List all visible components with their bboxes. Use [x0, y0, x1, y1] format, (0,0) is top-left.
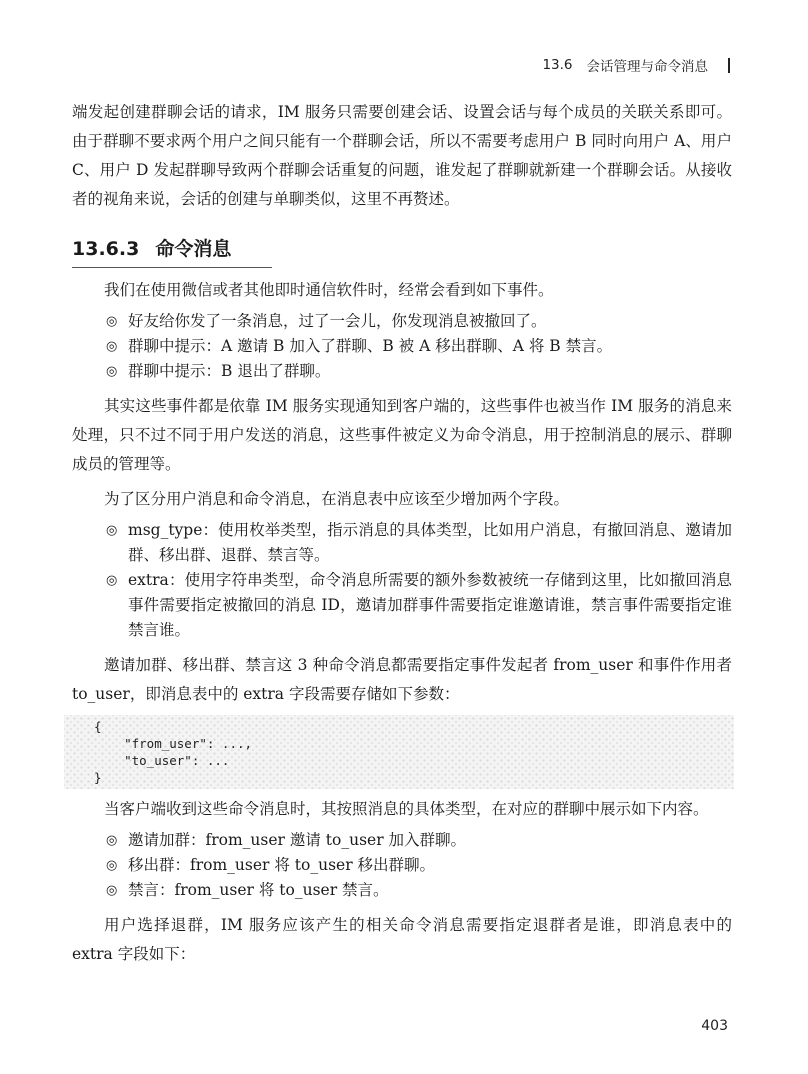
running-header-title: 会话管理与命令消息 — [586, 59, 708, 75]
list-item: ◎ 群聊中提示：A 邀请 B 加入了群聊、B 被 A 移出群聊、A 将 B 禁言。 — [106, 334, 732, 359]
code-block — [64, 715, 734, 789]
events-list — [72, 309, 732, 384]
section-title: 命令消息 — [155, 238, 232, 260]
paragraph-extra-params: 邀请加群、移出群、禁言这 3 种命令消息都需要指定事件发起者 from_user 和事件作用者 to_user，即消息表中的 extra 字段需要存储如下参数： — [72, 656, 732, 703]
page-content — [72, 98, 732, 969]
section-heading — [72, 234, 272, 268]
bullet-circle-icon: ◎ — [106, 364, 118, 379]
running-header — [542, 55, 730, 75]
paragraph-fields-intro: 为了区分用户消息和命令消息，在消息表中应该至少增加两个字段。 — [104, 490, 570, 508]
paragraph-quit-group: 用户选择退群，IM 服务应该产生的相关命令消息需要指定退群者是谁，即消息表中的 extra 字段如下： — [72, 916, 732, 963]
paragraph-intro: 端发起创建群聊会话的请求，IM 服务只需要创建会话、设置会话与每个成员的关联关系即可。由于群聊不要求两个用户之间只能有一个群聊会话，所以不需要考虑用户 B 同时向用户 A、用户 C、用户 D 发起群聊导致两个群聊会话重复的问题，谁发起了群聊就新建一个群聊会话。从接收者的视角来说，会话的创建与单聊类似，这里不再赘述。 — [72, 103, 732, 208]
list-item: ◎ extra：使用字符串类型，命令消息所需要的额外参数被统一存储到这里，比如撤回消息事件需要指定被撤回的消息 ID，邀请加群事件需要指定谁邀请谁，禁言事件需要指定谁禁言谁。 — [106, 568, 732, 643]
header-bar-divider — [728, 58, 730, 73]
fields-list — [72, 518, 732, 643]
list-item: ◎ 邀请加群：from_user 邀请 to_user 加入群聊。 — [106, 828, 732, 853]
list-item: ◎ 移出群：from_user 将 to_user 移出群聊。 — [106, 853, 732, 878]
display-list — [72, 828, 732, 903]
bullet-circle-icon: ◎ — [106, 573, 118, 588]
list-item: ◎ msg_type：使用枚举类型，指示消息的具体类型，比如用户消息，有撤回消息、邀请加群、移出群、退群、禁言等。 — [106, 518, 732, 568]
list-item: ◎ 好友给你发了一条消息，过了一会儿，你发现消息被撤回了。 — [106, 309, 732, 334]
bullet-circle-icon: ◎ — [106, 833, 118, 848]
bullet-circle-icon: ◎ — [106, 883, 118, 898]
bullet-circle-icon: ◎ — [106, 314, 118, 329]
section-number: 13.6.3 — [72, 238, 140, 260]
code-extra-params: { "from_user": ..., "to_user": ... } — [94, 719, 253, 785]
list-item: ◎ 禁言：from_user 将 to_user 禁言。 — [106, 878, 732, 903]
paragraph-command-explanation: 其实这些事件都是依靠 IM 服务实现通知到客户端的，这些事件也被当作 IM 服务的消息来处理，只不过不同于用户发送的消息，这些事件被定义为命令消息，用于控制消息的展示、群聊成员的管理等。 — [72, 397, 732, 473]
running-header-section: 13.6 — [542, 57, 573, 73]
paragraph-events-intro: 我们在使用微信或者其他即时通信软件时，经常会看到如下事件。 — [104, 281, 554, 299]
list-item: ◎ 群聊中提示：B 退出了群聊。 — [106, 359, 732, 384]
paragraph-client-display: 当客户端收到这些命令消息时，其按照消息的具体类型，在对应的群聊中展示如下内容。 — [104, 800, 709, 818]
bullet-circle-icon: ◎ — [106, 523, 118, 538]
bullet-circle-icon: ◎ — [106, 339, 118, 354]
page-number: 403 — [701, 1018, 728, 1034]
bullet-circle-icon: ◎ — [106, 858, 118, 873]
